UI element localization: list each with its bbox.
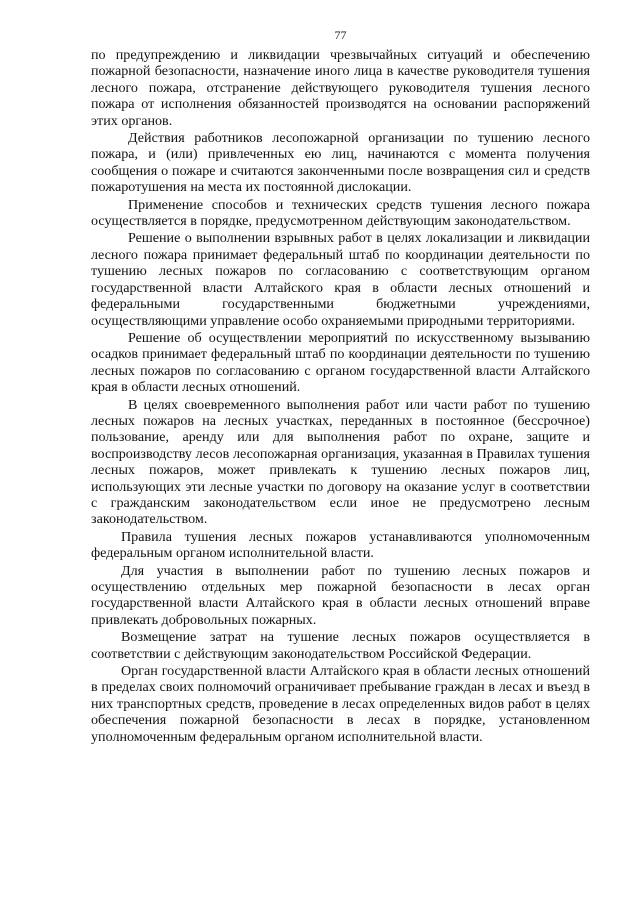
paragraph: Возмещение затрат на тушение лесных пожаров осуществляется в соответствии с действующим законодательством Российской Федерации. bbox=[91, 629, 590, 662]
paragraph: Действия работников лесопожарной организации по тушению лесного пожара, и (или) привлеченных ею лиц, начинаются с момента получения сообщения о пожаре и считаются законченными после возвращения сил и средств пожаротушения на места их постоянной дислокации. bbox=[91, 130, 590, 196]
paragraph: Для участия в выполнении работ по тушению лесных пожаров и осуществлению отдельных мер пожарной безопасности в лесах орган государственной власти Алтайского края в области лесных отношений вправе привлекать добровольных пожарных. bbox=[91, 562, 590, 628]
document-body bbox=[91, 47, 590, 745]
page-number: 77 bbox=[334, 28, 347, 42]
paragraph: Решение об осуществлении мероприятий по искусственному вызыванию осадков принимает федеральный штаб по координации деятельности по тушению лесных пожаров по согласованию с органом государственной власти Алтайского края в области лесных отношений. bbox=[91, 329, 590, 396]
paragraph: Применение способов и технических средств тушения лесного пожара осуществляется в порядке, предусмотренном действующим законодательством. bbox=[91, 196, 590, 230]
paragraph: Правила тушения лесных пожаров устанавливаются уполномоченным федеральным органом исполнительной власти. bbox=[91, 528, 590, 562]
paragraph: В целях своевременного выполнения работ или части работ по тушению лесных пожаров на лесных участках, переданных в постоянное (бессрочное) пользование, аренду или для выполнения работ по охране, защите и воспроизводству лесов лесопожарная организация, указанная в Правилах тушения лесных пожаров, может привлекать к тушению лесных пожаров лиц, использующих эти лесные участки по договору на оказание услуг в соответствии с гражданским законодательством если иное не предусмотрено лесным законодательством. bbox=[91, 396, 590, 528]
paragraph-continued: по предупреждению и ликвидации чрезвычайных ситуаций и обеспечению пожарной безопасности, назначение иного лица в качестве руководителя тушения лесного пожара, отстранение действующего руководителя тушения лесного пожара от исполнения обязанностей производятся на основании распоряжений этих органов. bbox=[91, 47, 590, 129]
paragraph: Решение о выполнении взрывных работ в целях локализации и ликвидации лесного пожара принимает федеральный штаб по координации деятельности по тушению лесных пожаров по согласованию с соответствующим органом государственной власти Алтайского края в области лесных отношений и федеральными государственными бюджетными учреждениями, осуществляющими управление особо охраняемыми природными территориями. bbox=[91, 230, 590, 329]
paragraph: Орган государственной власти Алтайского края в области лесных отношений в пределах своих полномочий ограничивает пребывание граждан в лесах и въезд в них транспортных средств, проведение в лесах определенных видов работ в целях обеспечения пожарной безопасности в лесах в порядке, установленном уполномоченным федеральным органом исполнительной власти. bbox=[91, 663, 590, 745]
